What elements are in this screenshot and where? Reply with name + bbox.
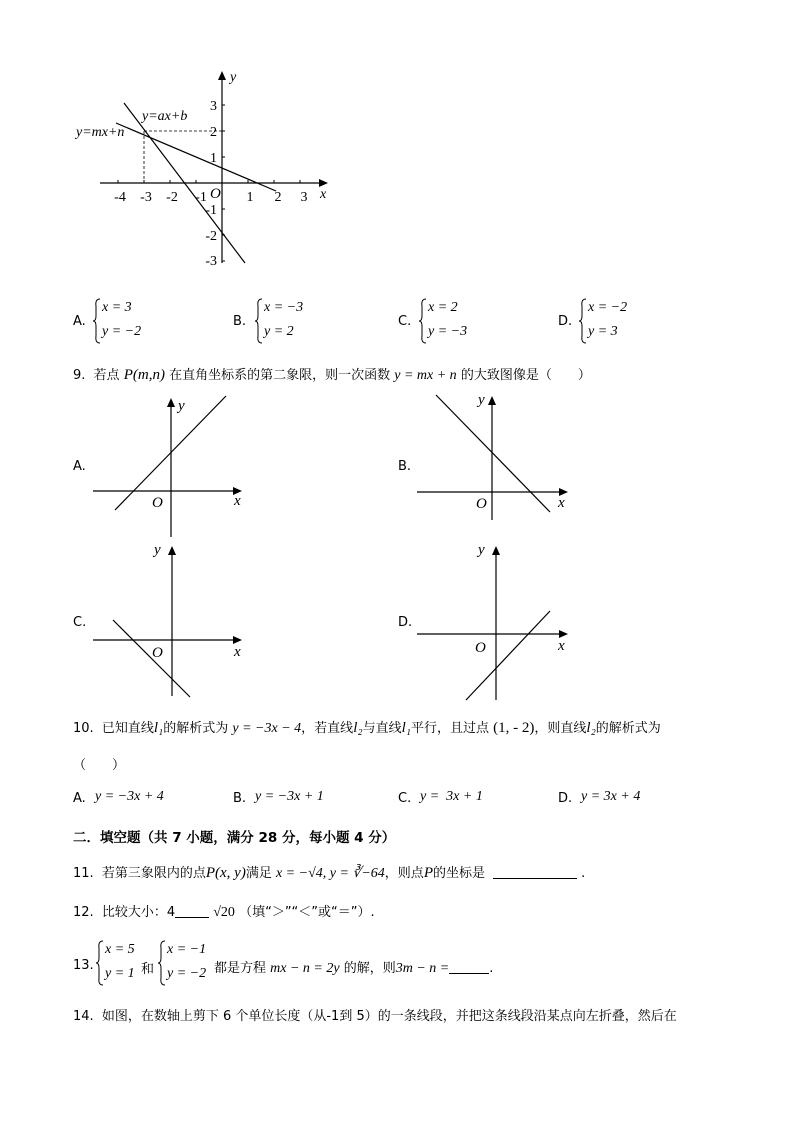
q9-text-c: 的大致图像是（ ） bbox=[460, 368, 591, 383]
q8-option-c-system bbox=[418, 298, 498, 344]
q10-l1: l₁ bbox=[153, 720, 164, 736]
tick-y-neg3: -3 bbox=[205, 254, 217, 269]
graph-c-x-label: x bbox=[234, 644, 241, 660]
q9-stem bbox=[73, 364, 591, 384]
tick-x-2: 2 bbox=[274, 190, 282, 205]
q11-text-a: 若第三象限内的点 bbox=[101, 866, 206, 881]
q10-option-c-expr: y = 3x + 1 bbox=[420, 789, 483, 804]
q10-text-c: ，若直线 bbox=[301, 721, 354, 736]
q8-option-c-y: y = −3 bbox=[428, 324, 468, 339]
q9-point: P(m,n) bbox=[123, 367, 165, 383]
tick-y-2: 2 bbox=[210, 125, 217, 140]
q14-stem bbox=[73, 1005, 677, 1024]
graph-c-origin: O bbox=[152, 645, 163, 661]
graph-d-y-label: y bbox=[478, 542, 485, 558]
q9-option-a-letter: A. bbox=[73, 459, 86, 474]
q10-text-g: 的解析式为 bbox=[595, 721, 661, 736]
q13-system-1-x: x = 5 bbox=[105, 942, 135, 957]
line1-label: y=ax+b bbox=[142, 109, 188, 124]
q8-option-d-y: y = 3 bbox=[588, 324, 618, 339]
q9-option-d-letter: D. bbox=[398, 615, 413, 630]
tick-x-1: 1 bbox=[246, 190, 254, 205]
q9-func: y = mx + n bbox=[394, 368, 457, 383]
q13-answer-blank[interactable] bbox=[449, 959, 489, 974]
q8-option-a-system bbox=[92, 298, 172, 344]
q10-paren: （ ） bbox=[73, 758, 126, 773]
q8-option-b-system bbox=[254, 298, 334, 344]
q9-graph-c bbox=[88, 538, 248, 698]
line2-label: y=mx+n bbox=[76, 125, 125, 140]
q13-stem bbox=[214, 957, 493, 977]
tick-x-neg1: -1 bbox=[195, 190, 207, 205]
q9-option-b-letter: B. bbox=[398, 459, 412, 474]
graph-c-y-label: y bbox=[154, 542, 161, 558]
q8-options bbox=[0, 296, 794, 346]
section-heading: 二．填空题（共 7 小题，满分 28 分，每小题 4 分） bbox=[73, 830, 396, 846]
origin-label: O bbox=[210, 186, 221, 202]
y-axis-arrow bbox=[218, 71, 226, 80]
q13-he: 和 bbox=[141, 962, 155, 977]
q13-system-2 bbox=[157, 940, 207, 986]
q13-text-a: 都是方程 bbox=[214, 961, 267, 976]
q10-stem bbox=[73, 717, 661, 737]
q11-stem bbox=[73, 862, 585, 882]
q8-option-b-x: x = −3 bbox=[264, 300, 304, 315]
left-brace-icon bbox=[92, 298, 102, 344]
q14-number: 14. bbox=[73, 1009, 94, 1024]
graph-a-origin: O bbox=[152, 495, 163, 511]
q9-graph-b bbox=[412, 390, 577, 525]
q10-option-b-expr: y = −3x + 1 bbox=[255, 789, 324, 804]
q9-graph-a bbox=[88, 392, 248, 542]
q12-sqrt: √20 bbox=[213, 905, 235, 920]
q8-option-c-x: x = 2 bbox=[428, 300, 458, 315]
q13-end: . bbox=[489, 961, 494, 976]
q10-l2b: l₂ bbox=[586, 720, 596, 736]
q9-option-c-letter: C. bbox=[73, 615, 87, 630]
tick-x-3: 3 bbox=[300, 190, 308, 205]
tick-y-1: 1 bbox=[210, 151, 217, 166]
q8-option-b-letter: B. bbox=[233, 314, 247, 329]
x-axis-label: x bbox=[320, 187, 327, 202]
q10-option-d-letter: D. bbox=[558, 791, 573, 806]
left-brace-icon bbox=[418, 298, 428, 344]
graph-b-line bbox=[436, 395, 550, 512]
graph-d-origin: O bbox=[475, 640, 486, 656]
q11-end: . bbox=[581, 866, 586, 881]
tick-y-neg2: -2 bbox=[205, 229, 217, 244]
q12-stem bbox=[73, 901, 375, 921]
left-brace-icon bbox=[95, 940, 105, 986]
y-axis-label: y bbox=[230, 70, 237, 85]
q12-text-b: （填“＞”“＜”或“＝”）. bbox=[239, 905, 375, 920]
q10-point: (1, - 2) bbox=[493, 720, 535, 736]
q8-option-d-x: x = −2 bbox=[588, 300, 628, 315]
q13-text-b: 的解，则 bbox=[343, 961, 396, 976]
q13-system-1-y: y = 1 bbox=[105, 966, 135, 981]
tick-x-neg2: -2 bbox=[166, 190, 178, 205]
q10-text-f: ，则直线 bbox=[534, 721, 587, 736]
q12-text-a: 比较大小：4 bbox=[101, 905, 176, 920]
q10-number: 10. bbox=[73, 721, 94, 736]
q10-option-d-expr: y = 3x + 4 bbox=[581, 789, 641, 804]
q11-condition: x = −√4, y = ∛−64 bbox=[275, 866, 385, 881]
q14-text: 如图，在数轴上剪下 6 个单位长度（从-1到 5）的一条线段，并把这条线段沿某点向左折叠，然后在 bbox=[101, 1009, 677, 1024]
q10-option-b-letter: B. bbox=[233, 791, 247, 806]
q12-answer-blank[interactable] bbox=[175, 903, 209, 918]
q8-option-d-system bbox=[578, 298, 658, 344]
q10-text-e: 平行，且过点 bbox=[410, 721, 489, 736]
q10-text-b: 的解析式为 bbox=[163, 721, 229, 736]
graph-b-x-label: x bbox=[558, 495, 565, 511]
q10-eq1: y = −3x − 4 bbox=[232, 721, 302, 736]
tick-x-neg4: -4 bbox=[114, 190, 126, 205]
q9-graph-d bbox=[412, 538, 577, 703]
q13-system-1 bbox=[95, 940, 135, 986]
q13-system-2-y: y = −2 bbox=[167, 966, 207, 981]
graph-a-x-label: x bbox=[234, 493, 241, 509]
q10-text-a: 已知直线 bbox=[101, 721, 154, 736]
q8-option-d-letter: D. bbox=[558, 314, 573, 329]
q11-text-b: 满足 bbox=[245, 866, 272, 881]
q13-equation: mx − n = 2y bbox=[270, 961, 340, 976]
tick-y-neg1: -1 bbox=[205, 203, 217, 218]
q12-number: 12. bbox=[73, 905, 94, 920]
graph-d-x-label: x bbox=[558, 638, 565, 654]
q9-text-a: 若点 bbox=[93, 368, 120, 383]
q13-expr: 3m − n = bbox=[395, 961, 450, 976]
graph-b-y-label: y bbox=[478, 392, 485, 408]
q9-text-b: 在直角坐标系的第二象限，则一次函数 bbox=[169, 368, 391, 383]
q13-number: 13. bbox=[73, 958, 94, 973]
graph-a-y-label: y bbox=[178, 398, 185, 414]
q8-graph bbox=[70, 65, 340, 270]
q11-text-d: 的坐标是 bbox=[432, 866, 485, 881]
q8-option-a-x: x = 3 bbox=[102, 300, 132, 315]
q11-text-c: ，则点 bbox=[384, 866, 424, 881]
q8-option-a-letter: A. bbox=[73, 314, 86, 329]
q11-p: P bbox=[423, 865, 433, 881]
q10-text-d: 与直线 bbox=[362, 721, 402, 736]
left-brace-icon bbox=[157, 940, 167, 986]
q11-number: 11. bbox=[73, 866, 94, 881]
q13-system-2-x: x = −1 bbox=[167, 942, 207, 957]
x-axis-arrow bbox=[319, 179, 328, 187]
graph-b-origin: O bbox=[476, 496, 487, 512]
q8-option-b-y: y = 2 bbox=[264, 324, 294, 339]
q10-l1b: l₁ bbox=[401, 720, 411, 736]
q10-option-a-expr: y = −3x + 4 bbox=[95, 789, 164, 804]
q8-option-c-letter: C. bbox=[398, 314, 412, 329]
tick-y-3: 3 bbox=[210, 99, 217, 114]
q11-answer-blank[interactable] bbox=[493, 864, 577, 879]
q10-option-c-letter: C. bbox=[398, 791, 412, 806]
left-brace-icon bbox=[578, 298, 588, 344]
q9-number: 9. bbox=[73, 368, 86, 383]
q10-option-a-letter: A. bbox=[73, 791, 86, 806]
q10-l2: l₂ bbox=[353, 720, 363, 736]
q8-option-a-y: y = −2 bbox=[102, 324, 142, 339]
tick-x-neg3: -3 bbox=[140, 190, 152, 205]
q11-point: P(x, y) bbox=[205, 865, 246, 881]
left-brace-icon bbox=[254, 298, 264, 344]
